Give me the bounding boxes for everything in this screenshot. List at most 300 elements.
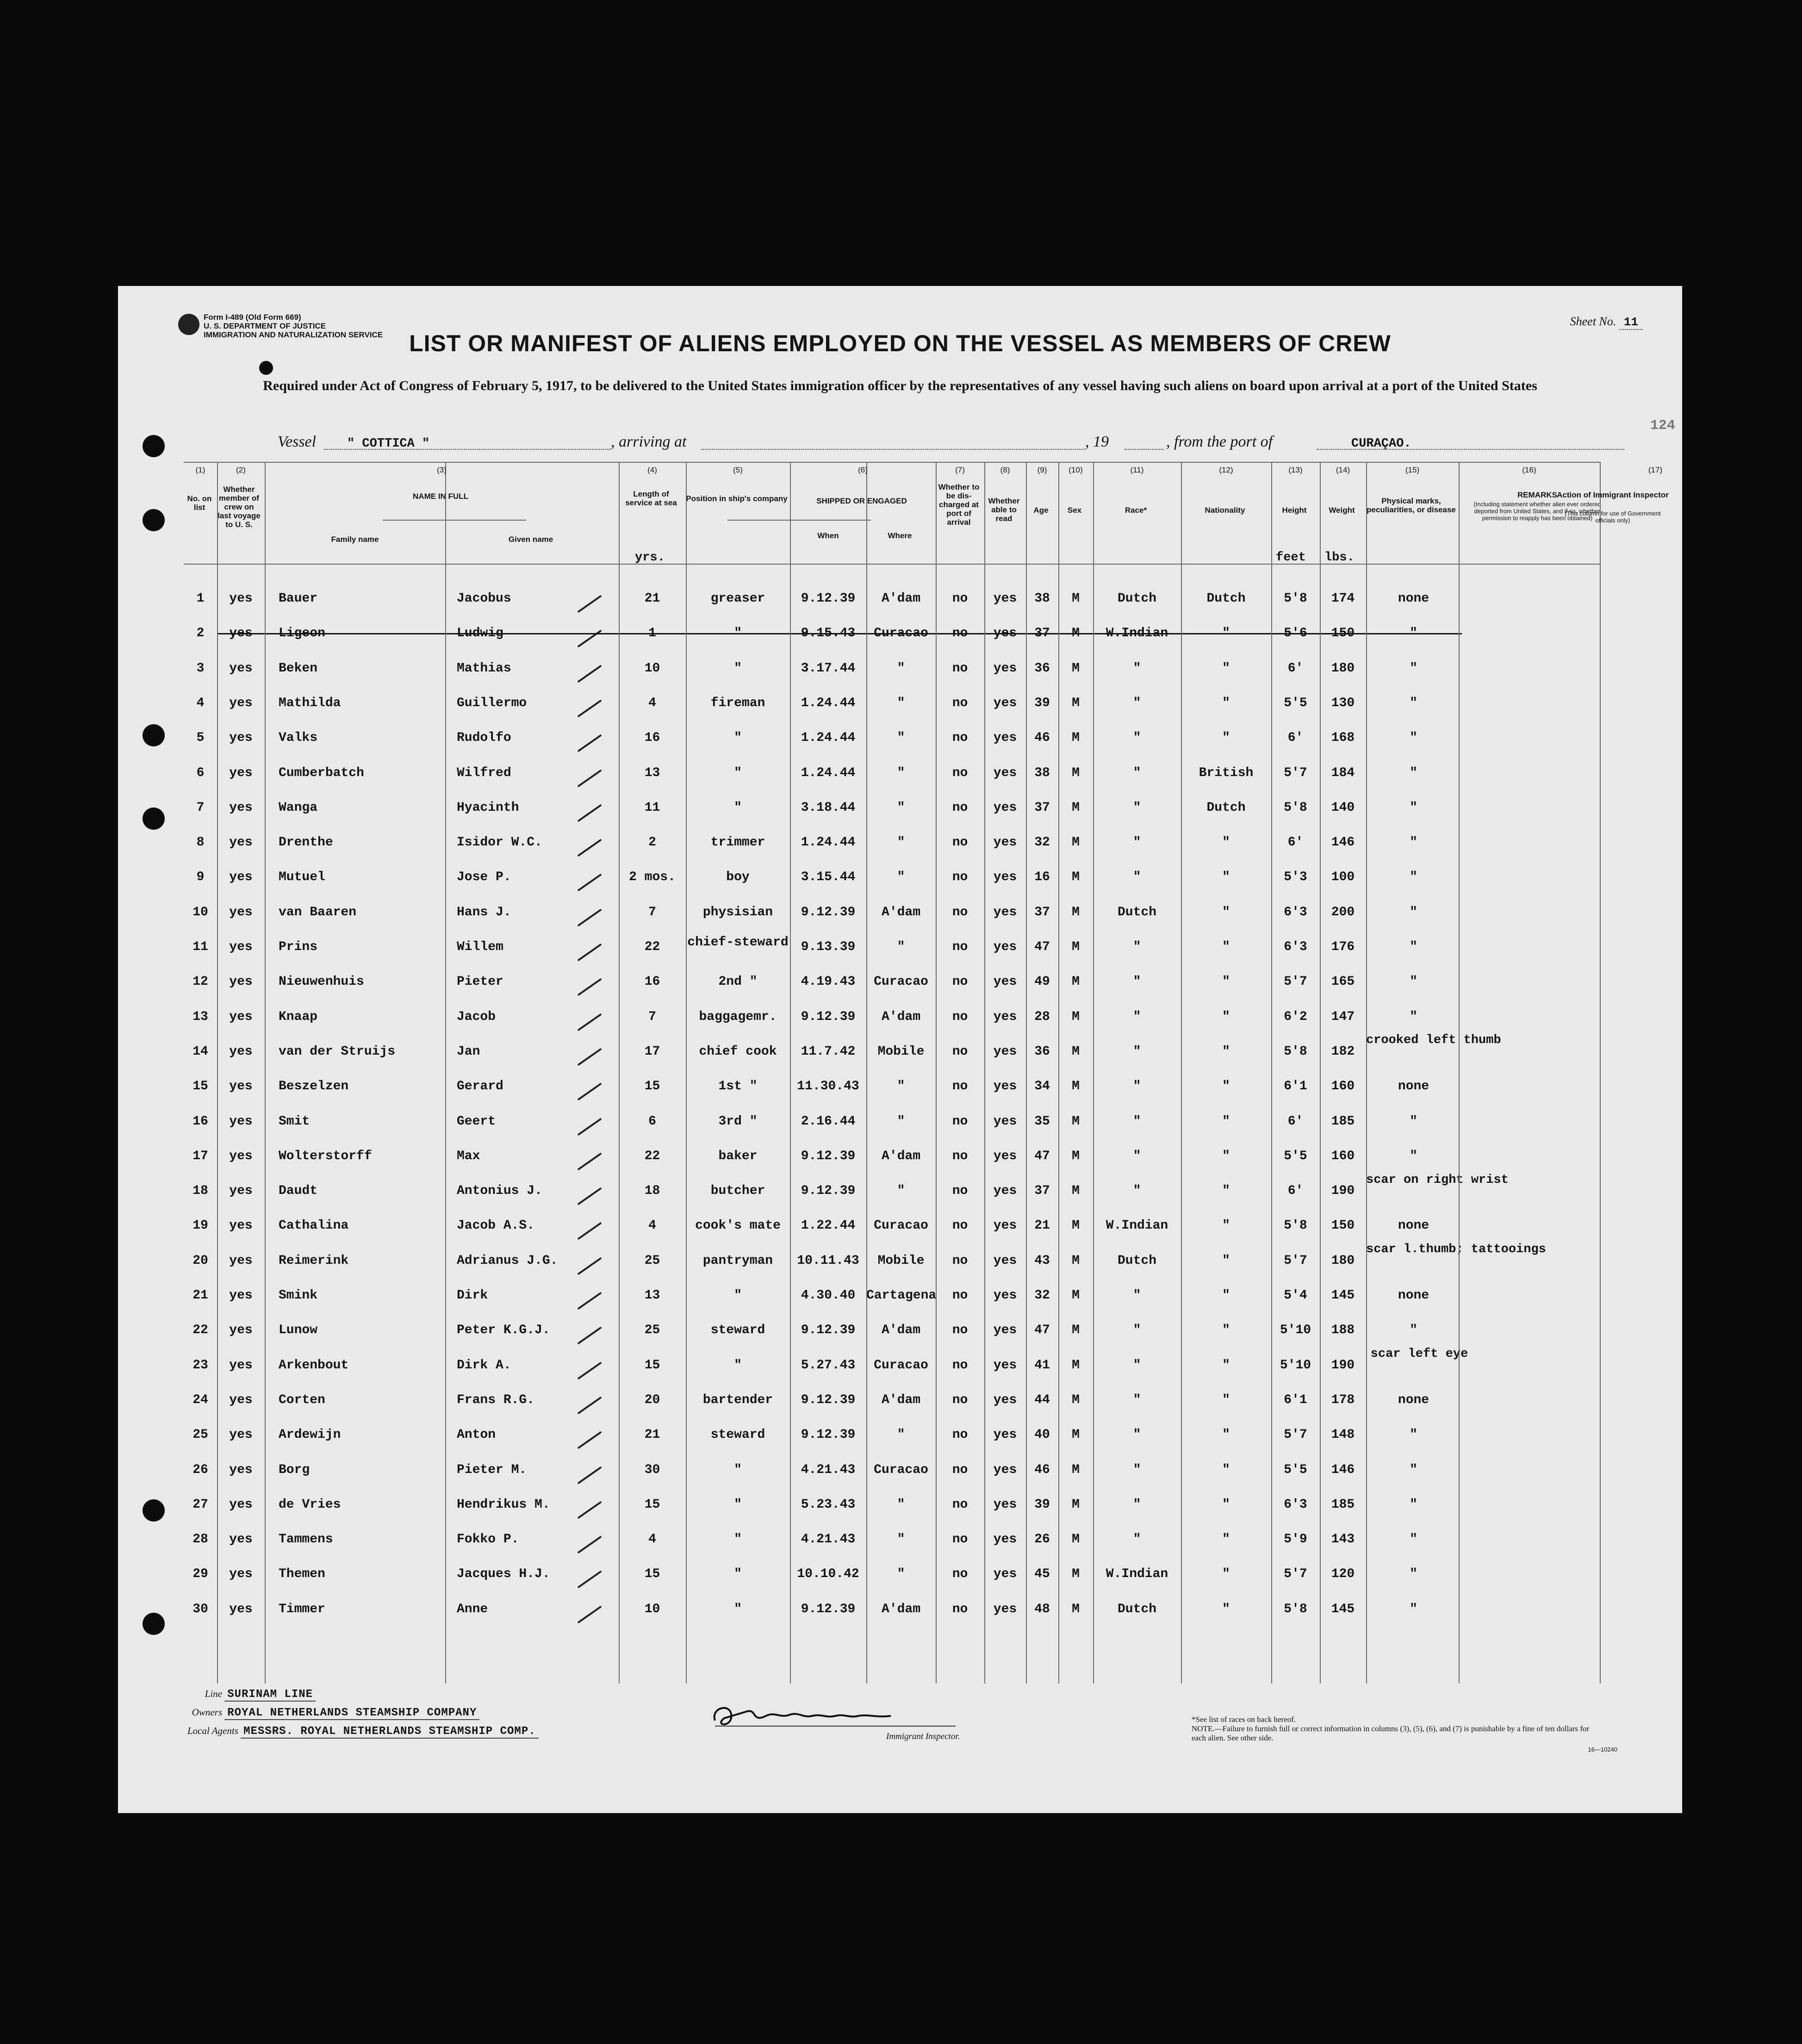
- cell-disch: no: [952, 1462, 968, 1477]
- cell-when: 1.24.44: [801, 765, 856, 780]
- cell-where: Curacao: [874, 1462, 928, 1477]
- cell-nationality: ": [1222, 626, 1230, 641]
- cell-given: Fokko P.: [457, 1532, 519, 1547]
- cell-race: ": [1133, 1288, 1141, 1303]
- cell-race: ": [1133, 661, 1141, 676]
- cell-no: 27: [193, 1497, 208, 1512]
- cell-when: 10.10.42: [797, 1567, 859, 1582]
- cell-service: 1: [648, 626, 656, 641]
- cell-marks: ": [1410, 731, 1417, 746]
- cell-where: Curacao: [874, 1358, 928, 1373]
- cell-family: van Baaren: [279, 905, 357, 919]
- cell-where: ": [897, 1497, 905, 1512]
- cell-where: ": [897, 870, 905, 885]
- cell-service: 4: [648, 1532, 656, 1547]
- cell-nationality: British: [1199, 765, 1254, 780]
- cell-service: 25: [644, 1253, 660, 1268]
- column-rule: [619, 462, 620, 1684]
- cell-marks: ": [1410, 940, 1417, 954]
- cell-family: Drenthe: [279, 835, 333, 850]
- cell-when: 3.18.44: [801, 800, 856, 815]
- cell-sex: M: [1072, 1392, 1080, 1407]
- cell-service: 18: [644, 1184, 660, 1199]
- port-name: CURAÇAO.: [1351, 437, 1411, 451]
- cell-when: 1.22.44: [801, 1218, 856, 1233]
- cell-when: 1.24.44: [801, 835, 856, 850]
- table-row: [184, 1174, 1600, 1208]
- cell-no: 2: [196, 626, 205, 641]
- cell-given: Jacobus: [457, 591, 511, 606]
- cell-age: 44: [1034, 1392, 1050, 1407]
- cell-sex: M: [1072, 1009, 1080, 1024]
- cell-crew: yes: [229, 765, 253, 780]
- cell-sex: M: [1072, 940, 1080, 954]
- cell-no: 4: [196, 696, 205, 710]
- cell-weight: 160: [1331, 1149, 1355, 1163]
- cell-height: 6'3: [1284, 1497, 1307, 1512]
- table-row: [184, 1069, 1600, 1104]
- cell-read: yes: [993, 696, 1017, 710]
- cell-where: ": [897, 765, 905, 780]
- form-id: Form I-489 (Old Form 669): [204, 313, 301, 322]
- cell-when: 4.21.43: [801, 1532, 856, 1547]
- cell-age: 43: [1034, 1253, 1050, 1268]
- cell-age: 37: [1034, 626, 1050, 641]
- table-row: [184, 651, 1600, 686]
- cell-family: Prins: [279, 940, 318, 954]
- cell-no: 1: [196, 591, 205, 606]
- cell-height: 6'2: [1284, 1009, 1307, 1024]
- cell-height: 5'7: [1284, 765, 1307, 780]
- cell-marks: ": [1410, 1497, 1417, 1512]
- cell-crew: yes: [229, 1288, 253, 1303]
- cell-race: ": [1133, 1392, 1141, 1407]
- cell-height: 5'8: [1284, 1218, 1307, 1233]
- cell-weight: 100: [1331, 870, 1355, 885]
- header-remarks: REMARKS: [1517, 491, 1557, 499]
- cell-where: Mobile: [877, 1044, 925, 1059]
- column-rule: [445, 462, 446, 1684]
- cell-marks: scar left eye: [1370, 1347, 1468, 1361]
- cell-disch: no: [952, 1358, 968, 1373]
- column-rule: [686, 462, 687, 1684]
- cell-age: 37: [1034, 800, 1050, 815]
- page-stamp: 124: [1650, 418, 1675, 434]
- cell-position: greaser: [710, 591, 765, 606]
- arriving-label: , arriving at: [611, 433, 687, 450]
- table-row: [184, 1557, 1600, 1591]
- cell-position: steward: [710, 1323, 765, 1338]
- cell-race: ": [1133, 1428, 1141, 1442]
- cell-crew: yes: [229, 731, 253, 746]
- cell-sex: M: [1072, 800, 1080, 815]
- cell-disch: no: [952, 731, 968, 746]
- cell-no: 26: [193, 1462, 208, 1477]
- cell-when: 9.12.39: [801, 1184, 856, 1199]
- header-remarks-note: (Including statement whether alien ever ordered deported from United States, and if so, whether permission to reapply has been obtained): [1473, 501, 1601, 522]
- cell-no: 16: [193, 1114, 208, 1129]
- cell-disch: no: [952, 1079, 968, 1094]
- cell-marks: ": [1410, 696, 1417, 710]
- table-row: [184, 721, 1600, 755]
- cell-sex: M: [1072, 765, 1080, 780]
- cell-sex: M: [1072, 1114, 1080, 1129]
- cell-race: ": [1133, 765, 1141, 780]
- cell-disch: no: [952, 1009, 968, 1024]
- cell-position: 1st ": [718, 1079, 758, 1094]
- cell-where: Mobile: [877, 1253, 925, 1268]
- cell-service: 15: [644, 1497, 660, 1512]
- cell-sex: M: [1072, 1218, 1080, 1233]
- cell-height: 6'3: [1284, 940, 1307, 954]
- cell-weight: 190: [1331, 1358, 1355, 1373]
- sheet-number-label: Sheet No.: [1570, 315, 1616, 328]
- header-name: NAME IN FULL: [413, 492, 468, 501]
- cell-disch: no: [952, 1288, 968, 1303]
- cell-age: 16: [1034, 870, 1050, 885]
- cell-marks: crooked left thumb: [1366, 1033, 1501, 1048]
- column-rule: [936, 462, 937, 1684]
- column-rule: [1058, 462, 1059, 1684]
- header-race: Race*: [1125, 506, 1147, 515]
- cell-service: 30: [644, 1462, 660, 1477]
- cell-nationality: ": [1222, 975, 1230, 989]
- port-label: , from the port of: [1166, 433, 1273, 450]
- punch-hole: [143, 509, 165, 531]
- cell-marks: ": [1410, 1462, 1417, 1477]
- table-row: [184, 756, 1600, 790]
- cell-height: 5'10: [1280, 1323, 1311, 1338]
- cell-read: yes: [993, 870, 1017, 885]
- year-label: , 19: [1085, 433, 1109, 450]
- cell-crew: yes: [229, 870, 253, 885]
- cell-position: ": [734, 1462, 742, 1477]
- cell-no: 29: [193, 1567, 208, 1582]
- cell-where: ": [897, 835, 905, 850]
- cell-sex: M: [1072, 1462, 1080, 1477]
- cell-weight: 188: [1331, 1323, 1355, 1338]
- cell-disch: no: [952, 1044, 968, 1059]
- table-row: [184, 1453, 1600, 1487]
- cell-weight: 146: [1331, 835, 1355, 850]
- cell-sex: M: [1072, 1497, 1080, 1512]
- cell-age: 38: [1034, 765, 1050, 780]
- cell-where: A'dam: [881, 1323, 920, 1338]
- vessel-name: " COTTICA ": [347, 437, 430, 451]
- cell-age: 38: [1034, 591, 1050, 606]
- cell-read: yes: [993, 1009, 1017, 1024]
- table-row: [184, 1592, 1600, 1627]
- cell-marks: ": [1410, 1428, 1417, 1442]
- cell-sex: M: [1072, 870, 1080, 885]
- header-when: When: [817, 531, 839, 540]
- header-where: Where: [888, 531, 912, 540]
- cell-family: Reimerink: [279, 1253, 349, 1268]
- cell-position: ": [734, 731, 742, 746]
- cell-service: 15: [644, 1079, 660, 1094]
- cell-marks: ": [1410, 1323, 1417, 1338]
- cell-nationality: ": [1222, 1532, 1230, 1547]
- cell-nationality: ": [1222, 731, 1230, 746]
- column-rule: [790, 462, 791, 1684]
- cell-read: yes: [993, 1288, 1017, 1303]
- cell-no: 13: [193, 1009, 208, 1024]
- cell-given: Adrianus J.G.: [457, 1253, 558, 1268]
- cell-nationality: ": [1222, 1428, 1230, 1442]
- cell-when: 1.24.44: [801, 731, 856, 746]
- cell-given: Jacob: [457, 1009, 496, 1024]
- cell-weight: 182: [1331, 1044, 1355, 1059]
- header-position: Position in ship's company: [686, 494, 788, 503]
- cell-given: Dirk: [457, 1288, 488, 1303]
- cell-given: Jose P.: [457, 870, 511, 885]
- cell-family: Beken: [279, 661, 318, 676]
- cell-position: ": [734, 800, 742, 815]
- cell-given: Hyacinth: [457, 800, 519, 815]
- cell-family: Cumberbatch: [279, 765, 364, 780]
- footer-agents-row: [187, 1725, 539, 1744]
- cell-nationality: ": [1222, 1218, 1230, 1233]
- cell-position: baggagemr.: [699, 1009, 777, 1024]
- signature-drawing: [706, 1697, 960, 1730]
- cell-race: ": [1133, 731, 1141, 746]
- cell-given: Anton: [457, 1428, 496, 1442]
- cell-read: yes: [993, 1497, 1017, 1512]
- cell-read: yes: [993, 1392, 1017, 1407]
- cell-position: ": [734, 1358, 742, 1373]
- vessel-label: Vessel: [278, 433, 317, 450]
- cell-read: yes: [993, 661, 1017, 676]
- cell-marks: ": [1410, 1114, 1417, 1129]
- cell-position: ": [734, 765, 742, 780]
- cell-when: 9.15.43: [801, 626, 856, 641]
- cell-crew: yes: [229, 696, 253, 710]
- cell-where: ": [897, 1567, 905, 1582]
- cell-height: 5'7: [1284, 975, 1307, 989]
- footer-block: [187, 1688, 539, 1744]
- cell-nationality: ": [1222, 905, 1230, 919]
- cell-family: Valks: [279, 731, 318, 746]
- cell-weight: 130: [1331, 696, 1355, 710]
- cell-race: Dutch: [1117, 905, 1156, 919]
- cell-nationality: ": [1222, 870, 1230, 885]
- cell-weight: 168: [1331, 731, 1355, 746]
- table-row: [184, 616, 1600, 651]
- cell-position: physisian: [702, 905, 773, 919]
- cell-position: bartender: [702, 1392, 773, 1407]
- cell-service: 21: [644, 591, 660, 606]
- service-name: IMMIGRATION AND NATURALIZATION SERVICE: [204, 330, 383, 339]
- cell-service: 15: [644, 1358, 660, 1373]
- cell-marks: ": [1410, 1149, 1417, 1163]
- cell-weight: 148: [1331, 1428, 1355, 1442]
- unit-lbs: lbs.: [1324, 551, 1355, 565]
- cell-race: ": [1133, 1114, 1141, 1129]
- cell-when: 9.12.39: [801, 1009, 856, 1024]
- cell-family: Timmer: [279, 1602, 325, 1616]
- cell-age: 36: [1034, 661, 1050, 676]
- cell-crew: yes: [229, 1392, 253, 1407]
- cell-where: ": [897, 800, 905, 815]
- column-number: (15): [1405, 466, 1420, 474]
- cell-where: A'dam: [881, 1009, 920, 1024]
- table-row: [184, 1522, 1600, 1557]
- cell-height: 5'7: [1284, 1253, 1307, 1268]
- cell-where: A'dam: [881, 1392, 920, 1407]
- cell-where: Cartagena: [866, 1288, 937, 1303]
- cell-crew: yes: [229, 1532, 253, 1547]
- cell-given: Dirk A.: [457, 1358, 511, 1373]
- cell-crew: yes: [229, 1218, 253, 1233]
- page-title: LIST OR MANIFEST OF ALIENS EMPLOYED ON THE VESSEL AS MEMBERS OF CREW: [409, 330, 1391, 356]
- cell-where: ": [897, 661, 905, 676]
- cell-read: yes: [993, 1044, 1017, 1059]
- penalty-note: NOTE.—Failure to furnish full or correct information in columns (3), (5), (6), and (7) is punishable by a fine of ten dollars for each alien. See other side.: [1192, 1724, 1590, 1742]
- cell-service: 13: [644, 765, 660, 780]
- cell-given: Jacob A.S.: [457, 1218, 535, 1233]
- cell-read: yes: [993, 800, 1017, 815]
- cell-age: 32: [1034, 1288, 1050, 1303]
- cell-no: 14: [193, 1044, 208, 1059]
- cell-race: Dutch: [1117, 591, 1156, 606]
- cell-given: Anne: [457, 1602, 488, 1616]
- cell-height: 5'4: [1284, 1288, 1307, 1303]
- cell-age: 46: [1034, 1462, 1050, 1477]
- cell-position: ": [734, 661, 742, 676]
- cell-when: 9.12.39: [801, 591, 856, 606]
- cell-age: 41: [1034, 1358, 1050, 1373]
- cell-marks: none: [1398, 1392, 1429, 1407]
- cell-no: 7: [196, 800, 205, 815]
- cell-age: 48: [1034, 1602, 1050, 1616]
- cell-weight: 160: [1331, 1079, 1355, 1094]
- cell-service: 22: [644, 1149, 660, 1163]
- cell-sex: M: [1072, 661, 1080, 676]
- cell-crew: yes: [229, 661, 253, 676]
- table-header-rule: [184, 564, 1600, 565]
- cell-no: 24: [193, 1392, 208, 1407]
- cell-no: 3: [196, 661, 205, 676]
- cell-crew: yes: [229, 975, 253, 989]
- sheet-number: [1570, 315, 1643, 329]
- cell-marks: ": [1410, 1532, 1417, 1547]
- cell-where: ": [897, 1184, 905, 1199]
- cell-read: yes: [993, 1114, 1017, 1129]
- punch-hole: [143, 808, 165, 830]
- table-row: [184, 1417, 1600, 1452]
- cell-disch: no: [952, 1392, 968, 1407]
- column-rule: [1320, 462, 1321, 1684]
- cell-where: Curacao: [874, 975, 928, 989]
- cell-age: 32: [1034, 835, 1050, 850]
- cell-given: Wilfred: [457, 765, 511, 780]
- cell-height: 5'3: [1284, 870, 1307, 885]
- cell-when: 11.7.42: [801, 1044, 856, 1059]
- cell-service: 7: [648, 905, 656, 919]
- column-number: (13): [1288, 466, 1303, 474]
- cell-weight: 185: [1331, 1497, 1355, 1512]
- table-row: [184, 1383, 1600, 1417]
- cell-when: 4.30.40: [801, 1288, 856, 1303]
- table-row: [184, 790, 1600, 825]
- cell-marks: ": [1410, 870, 1417, 885]
- column-number: (11): [1130, 466, 1144, 474]
- column-rule: [1600, 462, 1601, 1684]
- header-action: Action of Immigrant Inspector: [1557, 491, 1669, 499]
- cell-marks: ": [1410, 1567, 1417, 1582]
- cell-no: 19: [193, 1218, 208, 1233]
- cell-height: 5'5: [1284, 1149, 1307, 1163]
- cell-nationality: ": [1222, 1009, 1230, 1024]
- column-number: (1): [195, 466, 205, 474]
- header-nationality: Nationality: [1205, 506, 1245, 515]
- cell-race: ": [1133, 870, 1141, 885]
- cell-when: 9.12.39: [801, 1428, 856, 1442]
- cell-age: 46: [1034, 731, 1050, 746]
- cell-read: yes: [993, 1079, 1017, 1094]
- cell-nationality: ": [1222, 1497, 1230, 1512]
- cell-crew: yes: [229, 835, 253, 850]
- cell-height: 5'7: [1284, 1428, 1307, 1442]
- cell-weight: 120: [1331, 1567, 1355, 1582]
- cell-marks: ": [1410, 661, 1417, 676]
- column-rule: [1093, 462, 1094, 1684]
- cell-age: 37: [1034, 905, 1050, 919]
- table-row: [184, 1104, 1600, 1139]
- cell-given: Frans R.G.: [457, 1392, 535, 1407]
- cell-sex: M: [1072, 1358, 1080, 1373]
- cell-race: ": [1133, 1532, 1141, 1547]
- cell-disch: no: [952, 1497, 968, 1512]
- column-number: (10): [1069, 466, 1083, 474]
- cell-position: 3rd ": [718, 1114, 758, 1129]
- table-row: [184, 1487, 1600, 1522]
- cell-when: 9.12.39: [801, 905, 856, 919]
- cell-when: 9.12.39: [801, 1392, 856, 1407]
- table-row: [184, 825, 1600, 860]
- cell-weight: 150: [1331, 1218, 1355, 1233]
- cell-height: 6'3: [1284, 905, 1307, 919]
- cell-weight: 150: [1331, 626, 1355, 641]
- cell-where: A'dam: [881, 905, 920, 919]
- column-rule: [866, 462, 867, 1684]
- cell-service: 16: [644, 975, 660, 989]
- column-number: (6): [858, 466, 868, 474]
- cell-nationality: ": [1222, 1392, 1230, 1407]
- cell-read: yes: [993, 1184, 1017, 1199]
- cell-race: ": [1133, 1044, 1141, 1059]
- cell-disch: no: [952, 1114, 968, 1129]
- unit-years: yrs.: [635, 551, 665, 565]
- cell-crew: yes: [229, 905, 253, 919]
- column-rule: [1366, 462, 1367, 1684]
- column-number: (14): [1336, 466, 1350, 474]
- cell-when: 11.30.43: [797, 1079, 859, 1094]
- cell-nationality: ": [1222, 1358, 1230, 1373]
- cell-given: Isidor W.C.: [457, 835, 542, 850]
- cell-when: 5.27.43: [801, 1358, 856, 1373]
- cell-crew: yes: [229, 1602, 253, 1616]
- cell-no: 21: [193, 1288, 208, 1303]
- table-row: [184, 930, 1600, 964]
- cell-family: Daudt: [279, 1184, 318, 1199]
- cell-position: fireman: [710, 696, 765, 710]
- header-no: No. on list: [187, 494, 212, 512]
- cell-race: ": [1133, 1323, 1141, 1338]
- cell-height: 5'6: [1284, 626, 1307, 641]
- cell-disch: no: [952, 1567, 968, 1582]
- cell-given: Peter K.G.J.: [457, 1323, 550, 1338]
